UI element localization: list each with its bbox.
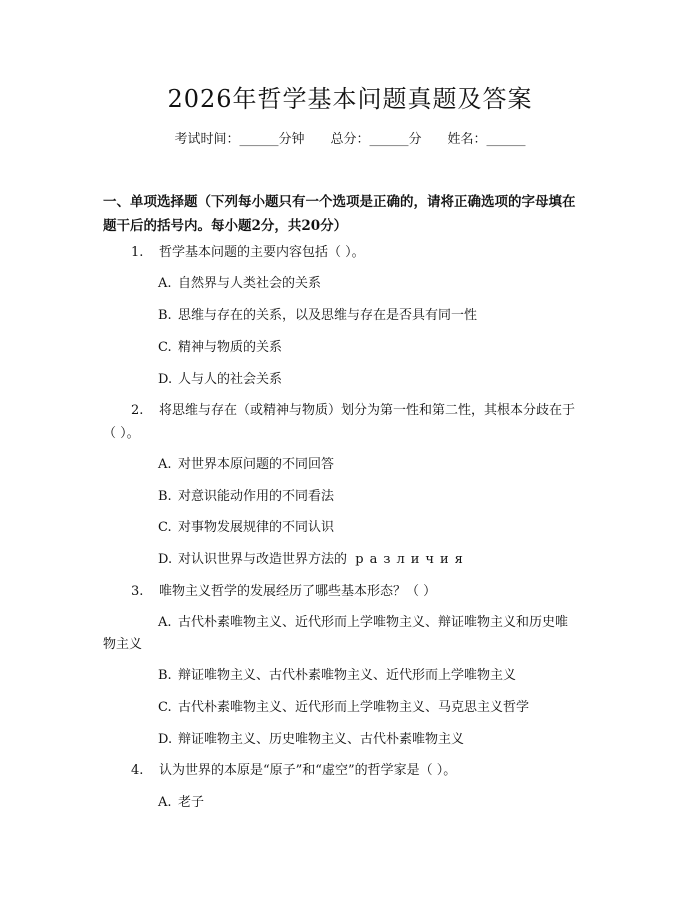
option-key: C.	[158, 340, 172, 355]
option-key: B.	[158, 668, 172, 683]
option-key: A.	[158, 615, 172, 630]
option-text: 精神与物质的关系	[178, 340, 283, 355]
option-text: 对世界本原问题的不同回答	[178, 457, 335, 472]
question-3-stem	[131, 581, 436, 603]
question-2-option-d	[158, 549, 469, 571]
question-2-option-c	[158, 517, 334, 539]
option-key: A.	[158, 457, 172, 472]
section-heading-line-2: 题干后的括号内。每小题2分，共20分）	[103, 218, 348, 234]
question-1-option-d	[158, 369, 282, 391]
question-4-option-a	[158, 792, 204, 814]
option-key: B.	[158, 489, 172, 504]
question-text: 认为世界的本原是“原子”和“虚空”的哲学家是（ ）。	[159, 763, 457, 778]
option-key: C.	[158, 520, 172, 535]
option-text: 古代朴素唯物主义、近代形而上学唯物主义、辩证唯物主义和历史唯	[178, 615, 569, 630]
question-1-option-b	[158, 305, 477, 327]
question-number: 1.	[131, 245, 144, 260]
option-key: D.	[158, 732, 173, 747]
section-heading	[103, 190, 603, 238]
question-2-stem-cont: （ ）。	[103, 426, 140, 441]
question-4-stem	[131, 760, 456, 782]
option-text: 辩证唯物主义、古代朴素唯物主义、近代形而上学唯物主义	[178, 668, 517, 683]
exam-meta	[0, 130, 700, 150]
option-text: 辩证唯物主义、历史唯物主义、古代朴素唯物主义	[178, 732, 465, 747]
question-3-option-a	[158, 612, 568, 634]
option-key: C.	[158, 700, 172, 715]
question-text: 唯物主义哲学的发展经历了哪些基本形态？（ ）	[159, 584, 437, 599]
option-text-tail: различия	[355, 552, 469, 567]
question-3-option-d	[158, 729, 464, 751]
option-key: A.	[158, 276, 172, 291]
section-heading-line-1: 一、单项选择题（下列每小题只有一个选项是正确的，请将正确选项的字母填在	[103, 194, 576, 210]
question-3-option-c	[158, 697, 529, 719]
option-key: A.	[158, 795, 172, 810]
question-text: 将思维与存在（或精神与物质）划分为第一性和第二性，其根本分歧在于	[159, 403, 576, 418]
option-text: 思维与存在的关系，以及思维与存在是否具有同一性	[178, 308, 478, 323]
question-number: 2.	[131, 403, 144, 418]
option-text: 老子	[178, 795, 205, 810]
option-text: 人与人的社会关系	[178, 372, 283, 387]
question-text: 哲学基本问题的主要内容包括（ ）。	[159, 245, 365, 260]
exam-time-field: 考试时间：______分钟	[174, 132, 305, 147]
option-text: 对意识能动作用的不同看法	[178, 489, 335, 504]
question-2-option-a	[158, 454, 334, 476]
option-key: D.	[158, 552, 173, 567]
question-number: 3.	[131, 584, 144, 599]
option-key: D.	[158, 372, 173, 387]
page-title: 2026年哲学基本问题真题及答案	[167, 85, 533, 113]
question-1-option-a	[158, 273, 321, 295]
question-3-option-a-cont: 物主义	[103, 637, 143, 652]
option-text: 对认识世界与改造世界方法的	[178, 552, 348, 567]
option-key: B.	[158, 308, 172, 323]
question-1-stem	[131, 242, 365, 264]
question-2-option-b	[158, 486, 334, 508]
question-2-stem	[131, 400, 575, 422]
option-text: 对事物发展规律的不同认识	[178, 520, 335, 535]
option-text: 古代朴素唯物主义、近代形而上学唯物主义、马克思主义哲学	[178, 700, 530, 715]
question-3-option-b	[158, 665, 516, 687]
question-1-option-c	[158, 337, 282, 359]
total-score-field: 总分：______分	[330, 132, 422, 147]
option-text: 自然界与人类社会的关系	[178, 276, 322, 291]
name-field: 姓名：______	[447, 132, 526, 147]
question-number: 4.	[131, 763, 144, 778]
